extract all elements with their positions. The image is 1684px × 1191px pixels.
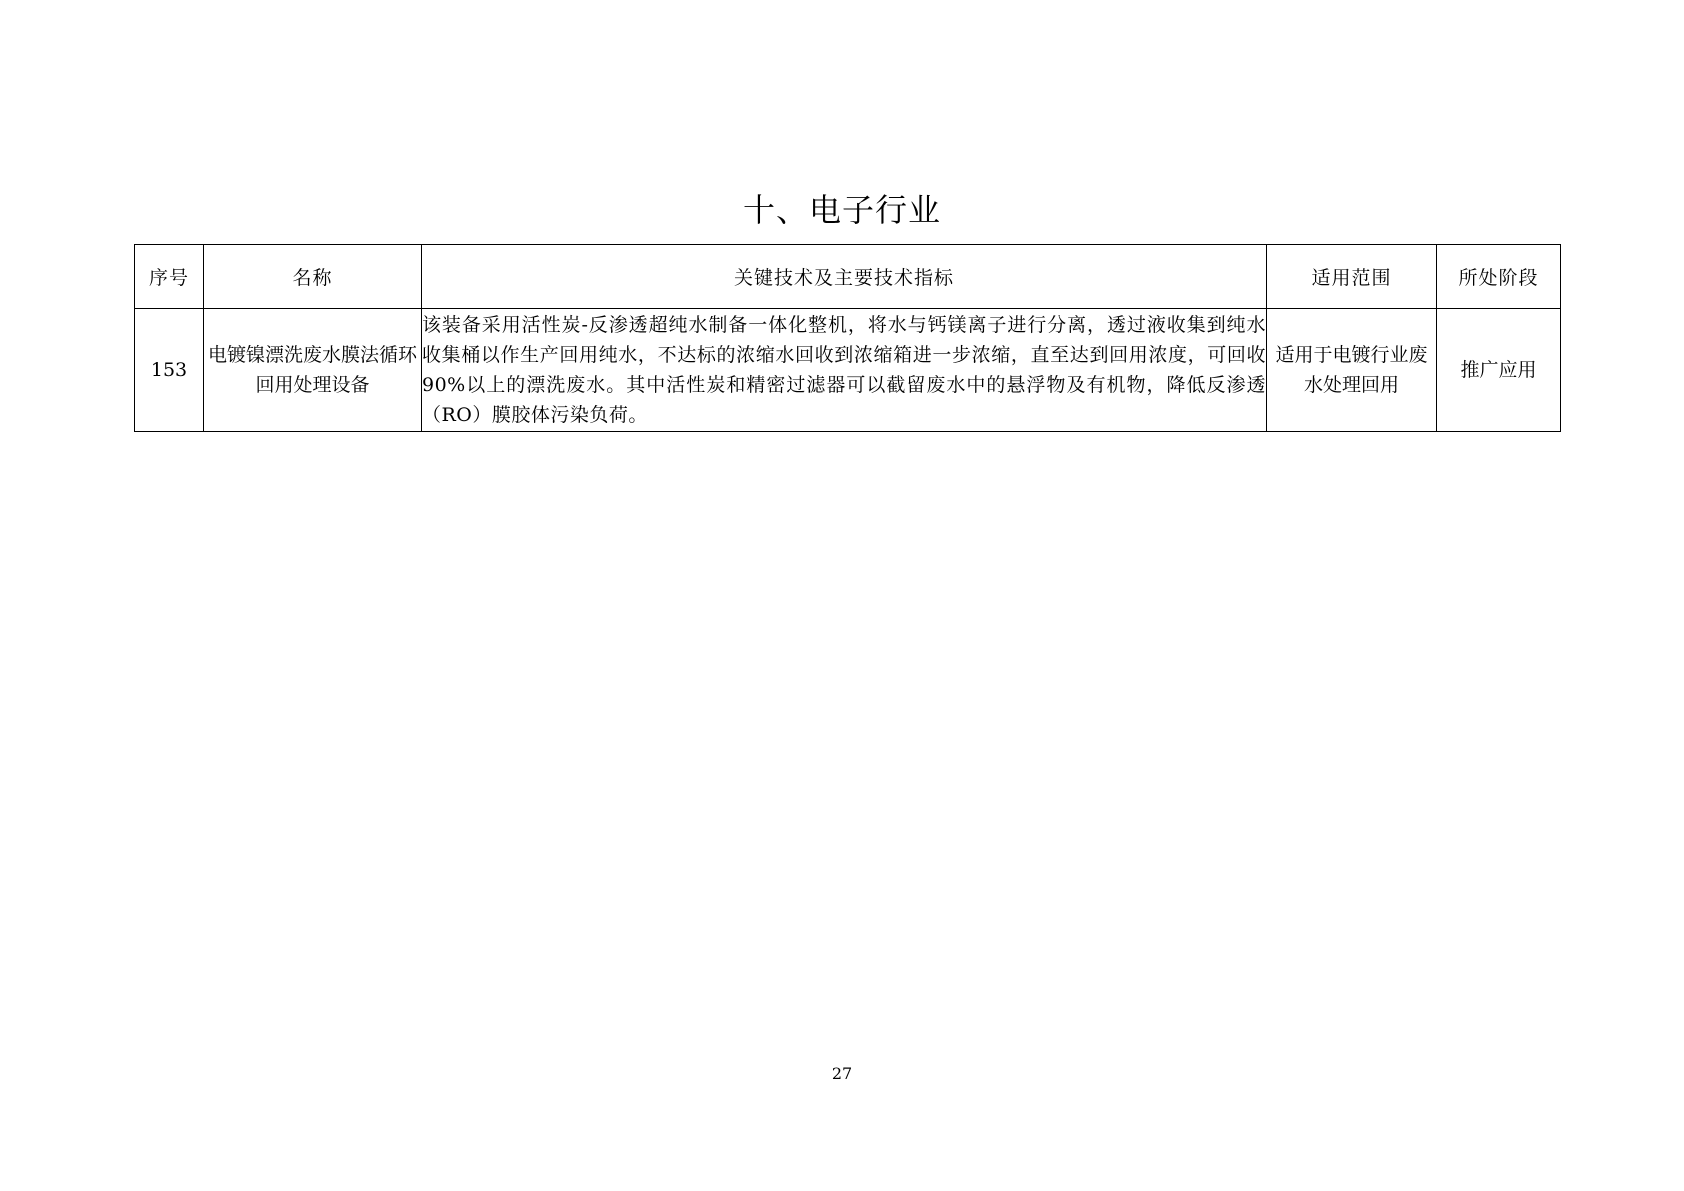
row-index: 153 <box>135 309 204 432</box>
table-row <box>135 309 1561 432</box>
row-name: 电镀镍漂洗废水膜法循环回用处理设备 <box>204 309 422 432</box>
header-stage: 所处阶段 <box>1437 245 1561 309</box>
section-title: 十、电子行业 <box>742 191 941 229</box>
header-name: 名称 <box>204 245 422 309</box>
page-number: 27 <box>831 1064 853 1083</box>
row-scope: 适用于电镀行业废水处理回用 <box>1267 309 1437 432</box>
row-stage: 推广应用 <box>1437 309 1561 432</box>
row-key-technology: 该装备采用活性炭-反渗透超纯水制备一体化整机，将水与钙镁离子进行分离，透过液收集到纯水收集桶以作生产回用纯水，不达标的浓缩水回收到浓缩箱进一步浓缩，直至达到回用浓度，可回收90%以上的漂洗废水。其中活性炭和精密过滤器可以截留废水中的悬浮物及有机物，降低反渗透（RO）膜胶体污染负荷。 <box>422 309 1267 432</box>
technology-catalog-table <box>134 244 1561 432</box>
header-scope: 适用范围 <box>1267 245 1437 309</box>
header-index: 序号 <box>135 245 204 309</box>
header-key-technology: 关键技术及主要技术指标 <box>422 245 1267 309</box>
table-header-row <box>135 245 1561 309</box>
